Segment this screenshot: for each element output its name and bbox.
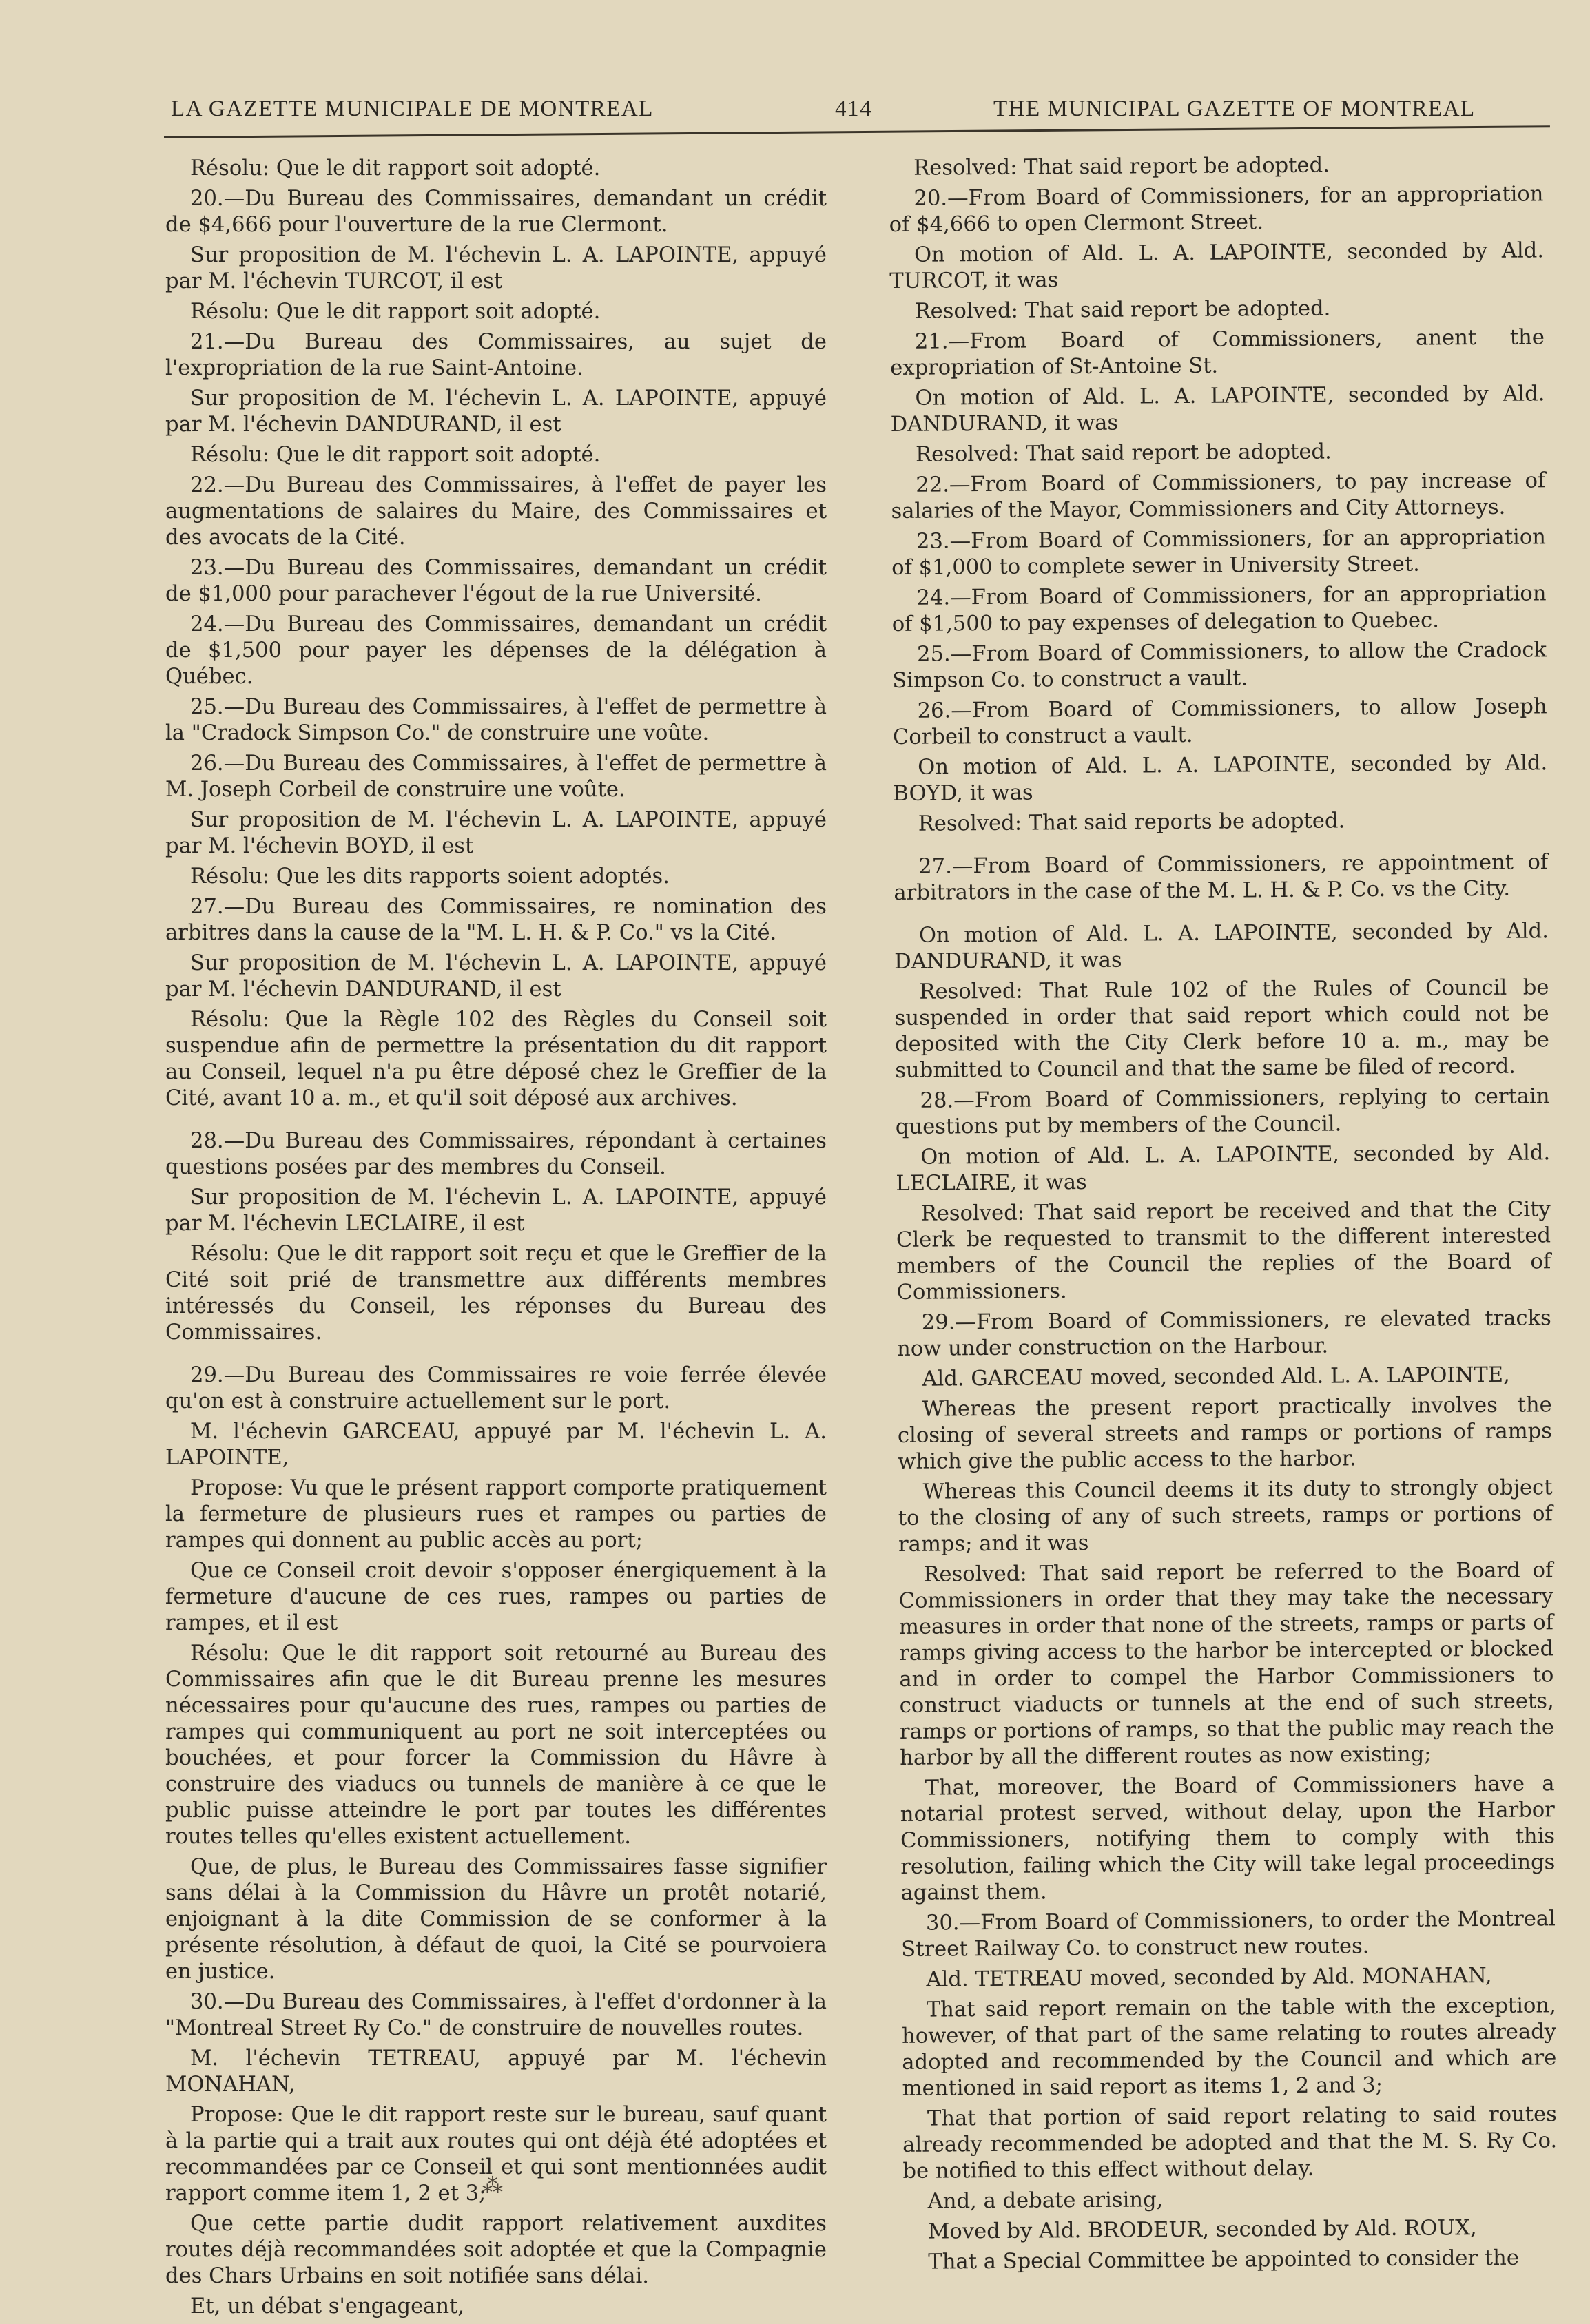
paragraph: Résolu: Que le dit rapport soit adopté. [190,443,601,467]
paragraph: That that portion of said report relating to said routes already recommended be adopted and that the M. S. Ry Co. be notified to this effect without delay. [902,2102,1558,2183]
paragraph: 29.—Du Bureau des Commissaires re voie ferrée élevée qu'on est à construire actuellement sur le port. [165,1363,827,1413]
page-number: 414 [835,96,872,121]
header-french-title: LA GAZETTE MUNICIPALE DE MONTREAL [171,96,654,121]
paragraph: 22.—Du Bureau des Commissaires, à l'effet de payer les augmentations de salaires du Maire, des Commissaires et des avocats de la Cité. [165,473,827,550]
paragraph: Whereas the present report practically involves the closing of several streets and ramps or portions of ramps which give the public access to the harbor. [897,1393,1553,1474]
paragraph: 23.—From Board of Commissioners, for an appropriation of $1,000 to complete sewer in University Street. [891,525,1547,580]
paragraph: 24.—From Board of Commissioners, for an appropriation of $1,500 to pay expenses of delegation to Quebec. [891,581,1547,636]
paragraph: 21.—From Board of Commissioners, anent the expropriation of St-Antoine St. [890,325,1545,380]
paragraph: That said report remain on the table with the exception, however, of that part of the same relating to routes already adopted and recommended by the Council and which are mentioned in said report as items 1, 2 and 3; [901,1993,1557,2101]
paragraph: Whereas this Council deems it its duty to strongly object to the closing of any of such streets, ramps or portions of ramps; and it was [898,1475,1553,1557]
paragraph: Sur proposition de M. l'échevin L. A. LAPOINTE, appuyé par M. l'échevin TURCOT, il est [165,243,827,293]
paragraph: 25.—From Board of Commissioners, to allow the Cradock Simpson Co. to construct a vault. [892,638,1547,693]
paragraph: Et, un débat s'engageant, [190,2294,465,2318]
paragraph: And, a debate arising, [927,2188,1164,2214]
paragraph: That, moreover, the Board of Commissioners have a notarial protest served, without delay, upon the Harbor Commissioners, notifying them to comply with this resolution, failing which the City will take legal proceedings against them. [900,1772,1556,1905]
header-rule [164,125,1550,138]
header-english-title: THE MUNICIPAL GAZETTE OF MONTREAL [993,96,1476,121]
paragraph: Ald. TETREAU moved, seconded by Ald. MONAHAN, [926,1963,1492,1992]
paragraph: 30.—From Board of Commissioners, to order the Montreal Street Railway Co. to construct new routes. [901,1907,1556,1962]
paragraph: 20.—Du Bureau des Commissaires, demandant un crédit de $4,666 pour l'ouverture de la rue Clermont. [165,187,827,237]
paragraph: On motion of Ald. L. A. LAPOINTE, seconded by Ald. DANDURAND, it was [894,919,1549,974]
french-column [165,156,827,2324]
paragraph: Résolu: Que le dit rapport soit retourné au Bureau des Commissaires afin que le dit Bureau prenne les mesures nécessaires pour qu'aucune des rues, rampes ou parties de rampes qui communiquent au port ne soit interceptées ou bouchées, et pour forcer la Commission du Hâvre à construire des viaducs ou tunnels de manière à ce que le public puisse atteindre le port par toutes les différentes routes telles qu'elles existent actuellement. [165,1641,827,1849]
paragraph: Resolved: That said report be referred to the Board of Commissioners in order that they may take the necessary measures in order that none of the streets, ramps or parts of ramps giving access to the harbor be intercepted or blocked and in order to compel the Harbor Commissioners to construct viaducts or tunnels at the end of such streets, ramps or portions of ramps, so that the public may reach the harbor by all the different routes as now existing; [898,1558,1555,1770]
paragraph: Ald. GARCEAU moved, seconded Ald. L. A. LAPOINTE, [922,1362,1510,1391]
paragraph: Moved by Ald. BRODEUR, seconded by Ald. ROUX, [927,2216,1477,2244]
paragraph: Sur proposition de M. l'échevin L. A. LAPOINTE, appuyé par M. l'échevin LECLAIRE, il est [165,1185,827,1236]
paragraph: 27.—Du Bureau des Commissaires, re nomination des arbitres dans la cause de la "M. L. H. & P. Co." vs la Cité. [165,895,827,945]
paragraph: Résolu: Que la Règle 102 des Règles du Conseil soit suspendue afin de permettre la présentation du dit rapport au Conseil, lequel n'a pu être déposé chez le Greffier de la Cité, avant 10 a. m., et qu'il soit déposé aux archives. [165,1008,827,1110]
paragraph: 21.—Du Bureau des Commissaires, au sujet de l'expropriation de la rue Saint-Antoine. [165,330,827,380]
paragraph: That a Special Committee be appointed to consider the [928,2245,1520,2274]
paragraph: 29.—From Board of Commissioners, re elevated tracks now under construction on the Harbour. [896,1306,1551,1361]
paragraph: 26.—From Board of Commissioners, to allow Joseph Corbeil to construct a vault. [892,694,1547,749]
paragraph: Resolved: That said reports be adopted. [918,809,1345,836]
paragraph: 30.—Du Bureau des Commissaires, à l'effet d'ordonner à la "Montreal Street Ry Co." de construire de nouvelles routes. [165,1990,827,2040]
paragraph: 24.—Du Bureau des Commissaires, demandant un crédit de $1,500 pour payer les dépenses de la délégation à Québec. [165,612,827,689]
paragraph: Sur proposition de M. l'échevin L. A. LAPOINTE, appuyé par M. l'échevin DANDURAND, il est [165,386,827,437]
paragraph: M. l'échevin GARCEAU, appuyé par M. l'échevin L. A. LAPOINTE, [165,1420,827,1470]
paragraph: On motion of Ald. L. A. LAPOINTE, seconded by Ald. BOYD, it was [893,751,1548,806]
printer-ornament: ⁂ [482,2174,507,2198]
paragraph: Resolved: That said report be received and that the City Clerk be requested to transmit to the different interested members of the Council the replies of the Board of Commissioners. [896,1197,1551,1305]
paragraph: 23.—Du Bureau des Commissaires, demandant un crédit de $1,000 pour parachever l'égout de la rue Université. [165,556,827,606]
paragraph: Resolved: That said report be adopted. [915,439,1332,467]
paragraph: Résolu: Que le dit rapport soit reçu et que le Greffier de la Cité soit prié de transmettre aux différents membres intéressés du Conseil, les réponses du Bureau des Commissaires. [165,1242,827,1345]
paragraph: Propose: Vu que le présent rapport comporte pratiquement la fermeture de plusieurs rues et rampes ou parties de rampes qui donnent au public accès au port; [165,1476,827,1553]
paragraph: Que cette partie dudit rapport relativement auxdites routes déjà recommandées soit adoptée et que la Compagnie des Chars Urbains en soit notifiée sans délai. [165,2212,827,2288]
paragraph: On motion of Ald. L. A. LAPOINTE, seconded by Ald. TURCOT, it was [889,238,1545,293]
paragraph: Résolu: Que le dit rapport soit adopté. [190,300,601,324]
paragraph: M. l'échevin TETREAU, appuyé par M. l'échevin MONAHAN, [165,2046,827,2097]
paragraph: Sur proposition de M. l'échevin L. A. LAPOINTE, appuyé par M. l'échevin DANDURAND, il est [165,951,827,1002]
paragraph: Resolved: That said report be adopted. [913,153,1330,180]
paragraph: 22.—From Board of Commissioners, to pay increase of salaries of the Mayor, Commissioners and City Attorneys. [891,468,1546,523]
paragraph: 27.—From Board of Commissioners, re appointment of arbitrators in the case of the M. L. H. & P. Co. vs the City. [894,850,1549,905]
paragraph: Que ce Conseil croit devoir s'opposer énergiquement à la fermeture d'aucune de ces rues, rampes ou parties de rampes, et il est [165,1559,827,1635]
paragraph: 28.—Du Bureau des Commissaires, répondant à certaines questions posées par des membres du Conseil. [165,1129,827,1179]
paragraph: Que, de plus, le Bureau des Commissaires fasse signifier sans délai à la Commission du Hâvre un protêt notarié, enjoignant à la dite Commission de se conformer à la présente résolution, à défaut de quoi, la Cité se pourvoiera en justice. [165,1855,827,1984]
paragraph: 26.—Du Bureau des Commissaires, à l'effet de permettre à M. Joseph Corbeil de construire une voûte. [165,751,827,802]
paragraph: Resolved: That Rule 102 of the Rules of Council be suspended in order that said report which could not be deposited with the City Clerk before 10 a. m., may be submitted to Council and that the same be filed of record. [894,975,1550,1083]
paragraph: Résolu: Que le dit rapport soit adopté. [190,156,601,180]
paragraph: Resolved: That said report be adopted. [914,296,1331,324]
paragraph: 20.—From Board of Commissioners, for an appropriation of $4,666 to open Clermont Street. [889,182,1544,237]
paragraph: Sur proposition de M. l'échevin L. A. LAPOINTE, appuyé par M. l'échevin BOYD, il est [165,808,827,858]
paragraph: Résolu: Que les dits rapports soient adoptés. [190,864,670,889]
paragraph: Propose: Que le dit rapport reste sur le bureau, sauf quant à la partie qui a trait aux routes qui ont déjà été adoptées et recommandées par ce Conseil et qui sont mentionnées audit rapport comme item 1, 2 et 3; [165,2103,827,2206]
english-column [889,151,1558,2280]
paragraph: On motion of Ald. L. A. LAPOINTE, seconded by Ald. DANDURAND, it was [890,382,1545,437]
paragraph: On motion of Ald. L. A. LAPOINTE, seconded by Ald. LECLAIRE, it was [896,1141,1551,1196]
paragraph: 28.—From Board of Commissioners, replying to certain questions put by members of the Council. [895,1084,1550,1139]
paragraph: 25.—Du Bureau des Commissaires, à l'effet de permettre à la "Cradock Simpson Co." de construire une voûte. [165,695,827,745]
